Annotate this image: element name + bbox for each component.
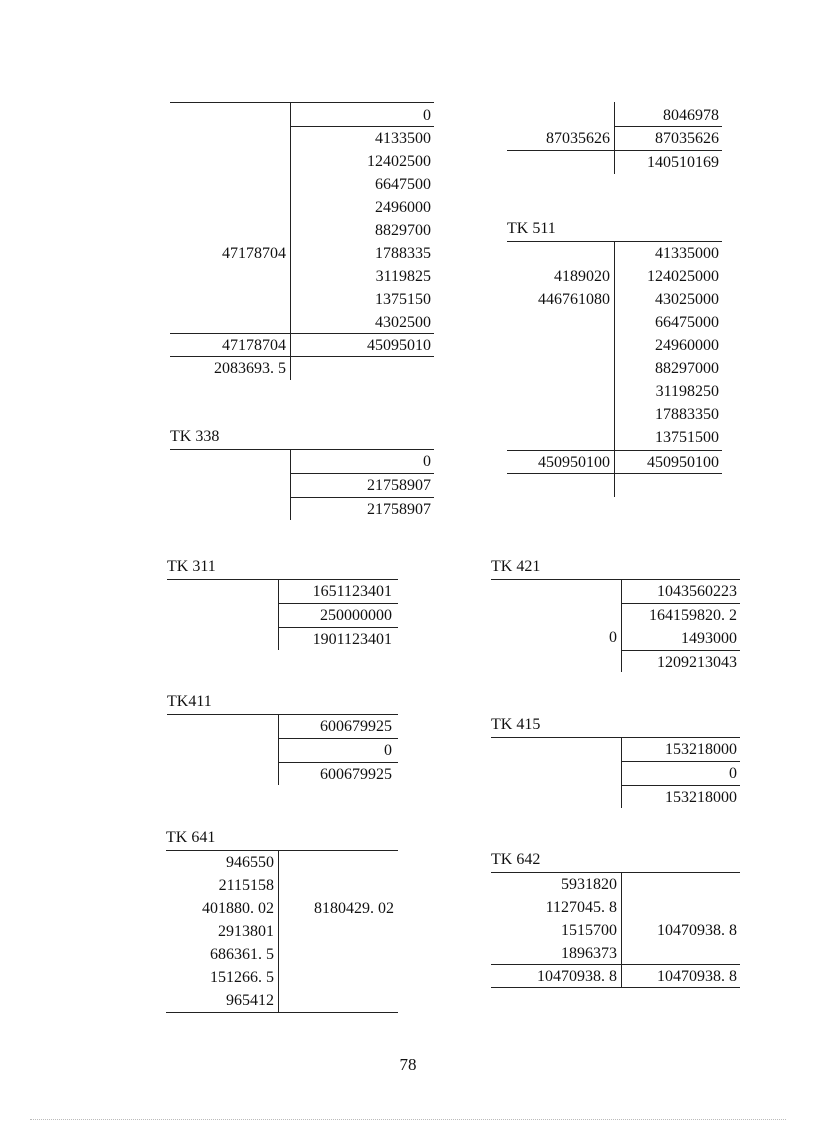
debit-entry: 0 [609, 629, 617, 646]
closing-balance: 21758907 [367, 501, 431, 518]
credit-entry: 8829700 [375, 222, 431, 239]
account-tk642 [491, 851, 740, 988]
account-b [507, 102, 722, 174]
credit-entry: 17883350 [655, 406, 719, 423]
opening-balance: 600679925 [320, 718, 392, 735]
credit-entry: 21758907 [367, 477, 431, 494]
opening-balance: 0 [423, 107, 431, 124]
account-tk411 [167, 693, 398, 785]
credit-entry: 250000000 [320, 607, 392, 624]
debit-entry: 1515700 [561, 922, 617, 939]
credit-entry: 8180429. 02 [314, 900, 394, 917]
opening-balance: 153218000 [665, 741, 737, 758]
debit-entry: 1896373 [561, 945, 617, 962]
account-title: TK 511 [507, 220, 556, 237]
credit-entry: 2496000 [375, 199, 431, 216]
account-tk311 [167, 558, 398, 650]
opening-balance: 8046978 [663, 107, 719, 124]
credit-total: 450950100 [647, 454, 719, 471]
credit-entry: 13751500 [655, 429, 719, 446]
credit-entry: 1493000 [681, 630, 737, 647]
credit-entry: 4133500 [375, 130, 431, 147]
debit-entry: 2115158 [218, 877, 274, 894]
opening-balance: 1043560223 [657, 583, 737, 600]
account-title: TK 421 [491, 558, 541, 575]
account-title: TK 338 [170, 428, 220, 445]
credit-entry: 124025000 [647, 268, 719, 285]
credit-entry: 0 [729, 765, 737, 782]
page-bottom-divider [30, 1119, 786, 1120]
t-account-divider [278, 850, 279, 1013]
closing-balance: 600679925 [320, 766, 392, 783]
account-tk641 [166, 829, 398, 1013]
credit-entry: 66475000 [655, 314, 719, 331]
account-tk511 [507, 220, 722, 497]
debit-entry: 47178704 [222, 245, 286, 262]
t-account-divider [614, 102, 615, 174]
debit-entry: 1127045. 8 [545, 899, 617, 916]
credit-entry: 41335000 [655, 245, 719, 262]
opening-balance: 0 [423, 453, 431, 470]
credit-entry: 4302500 [375, 314, 431, 331]
credit-entry: 24960000 [655, 337, 719, 354]
account-tk415 [491, 716, 740, 808]
credit-entry: 1788335 [375, 245, 431, 262]
credit-entry: 12402500 [367, 153, 431, 170]
credit-entry: 164159820. 2 [649, 607, 737, 624]
closing-balance: 1209213043 [657, 654, 737, 671]
credit-entry: 43025000 [655, 291, 719, 308]
closing-balance: 153218000 [665, 789, 737, 806]
account-title: TK 415 [491, 716, 541, 733]
account-title: TK411 [167, 693, 212, 710]
closing-balance: 2083693. 5 [214, 360, 286, 377]
credit-total: 45095010 [367, 337, 431, 354]
credit-entry: 10470938. 8 [657, 922, 737, 939]
credit-entry: 0 [384, 742, 392, 759]
t-account-divider [278, 579, 279, 650]
credit-entry: 3119825 [375, 268, 431, 285]
debit-entry: 151266. 5 [210, 969, 274, 986]
credit-total: 87035626 [655, 130, 719, 147]
t-account-divider [278, 714, 279, 785]
t-account-divider [621, 872, 622, 988]
totals-rule [166, 1012, 398, 1013]
debit-entry: 946550 [226, 854, 274, 871]
t-account-divider [290, 102, 291, 380]
t-account-divider [621, 737, 622, 808]
credit-entry: 88297000 [655, 360, 719, 377]
debit-entry: 2913801 [218, 923, 274, 940]
credit-entry: 6647500 [375, 176, 431, 193]
debit-total: 47178704 [222, 337, 286, 354]
account-title: TK 311 [167, 558, 216, 575]
account-tk338 [170, 428, 434, 520]
t-account-top-rule [170, 102, 434, 103]
account-title: TK 642 [491, 851, 541, 868]
t-account-divider [290, 449, 291, 520]
page-number: 78 [399, 1055, 417, 1074]
debit-entry: 401880. 02 [202, 900, 274, 917]
debit-entry: 686361. 5 [210, 946, 274, 963]
credit-total: 10470938. 8 [657, 968, 737, 985]
debit-total: 10470938. 8 [537, 968, 617, 985]
account-tk421 [491, 558, 740, 672]
closing-balance: 140510169 [647, 154, 719, 171]
closing-balance: 1901123401 [312, 631, 392, 648]
t-account-divider [614, 241, 615, 497]
opening-balance: 1651123401 [312, 583, 392, 600]
credit-entry: 31198250 [655, 383, 719, 400]
debit-entry: 446761080 [538, 291, 610, 308]
credit-entry: 1375150 [375, 291, 431, 308]
debit-entry: 5931820 [561, 876, 617, 893]
debit-total: 87035626 [546, 130, 610, 147]
account-title: TK 641 [166, 829, 216, 846]
debit-total: 450950100 [538, 454, 610, 471]
t-account-divider [621, 579, 622, 672]
debit-entry: 4189020 [554, 268, 610, 285]
account-a [170, 102, 434, 380]
debit-entry: 965412 [226, 992, 274, 1009]
